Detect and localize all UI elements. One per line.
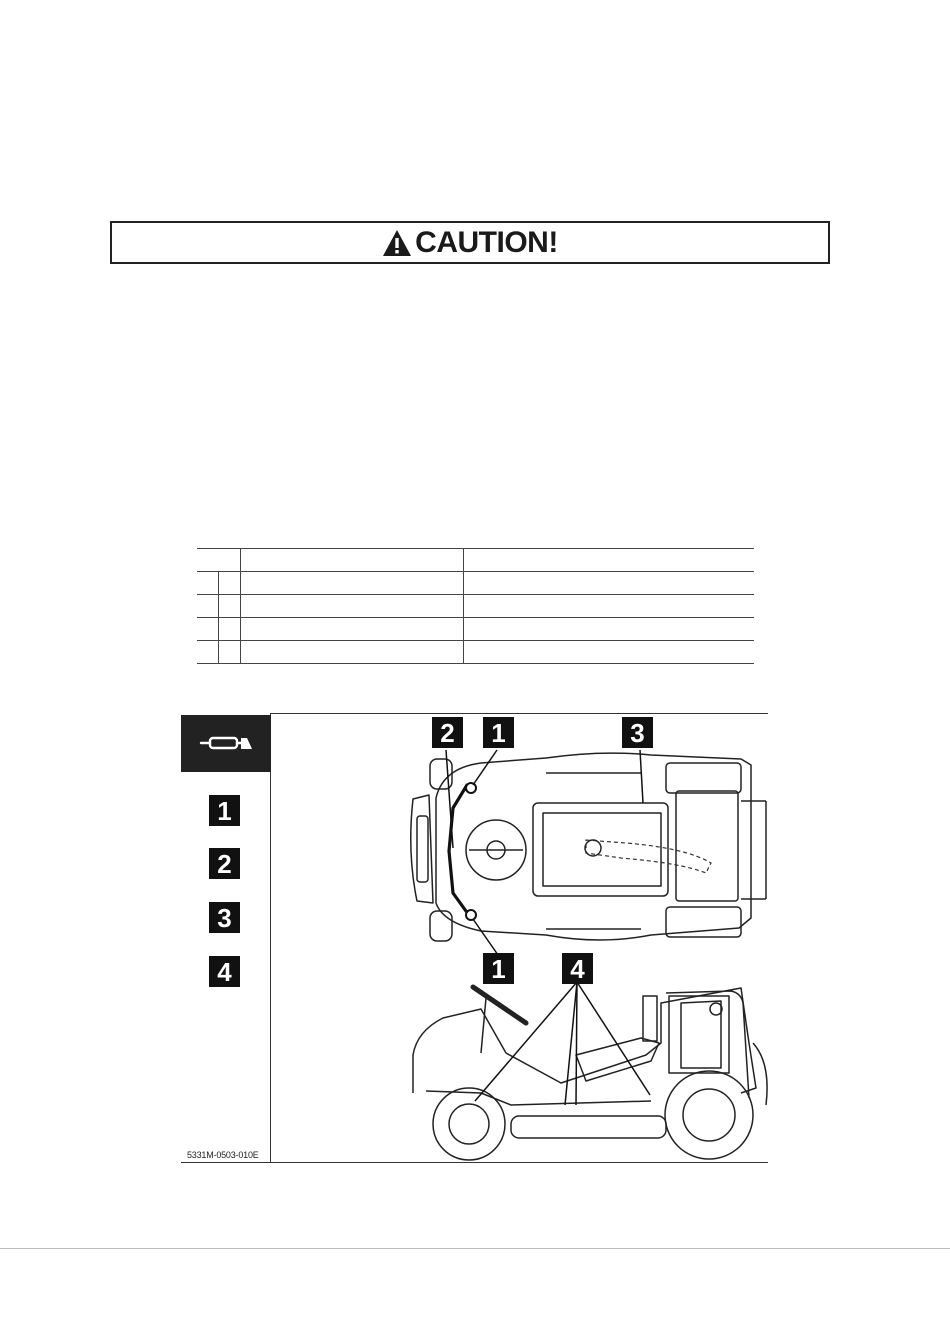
warning-triangle-icon [382,229,412,257]
table-header-cell [241,549,464,572]
figure-code: 5331M-0503-010E [187,1150,259,1160]
table-cell [241,618,464,641]
table-header-row [197,549,754,572]
table-cell [464,595,754,618]
table-row [197,572,754,595]
table-row [197,595,754,618]
table-row [197,641,754,664]
table-header-cell [464,549,754,572]
lubrication-table [197,548,754,664]
caution-title: CAUTION! [415,225,558,259]
table-cell [241,572,464,595]
callout-badge: 1 [483,717,514,748]
table-cell [197,595,219,618]
table-cell [464,572,754,595]
table-cell [464,618,754,641]
legend-badge: 4 [209,956,240,987]
table-cell [219,618,241,641]
table-cell [241,641,464,664]
lubrication-figure [181,713,768,1164]
table-cell [219,572,241,595]
callout-badge: 3 [622,717,653,748]
legend-badge: 3 [209,902,240,933]
table-header-cell [197,549,241,572]
legend-badge: 2 [209,848,240,879]
mower-side-view-drawing [181,713,768,1164]
table-cell [197,641,219,664]
table-cell [241,595,464,618]
table-cell [197,618,219,641]
table-row [197,618,754,641]
callout-badge: 4 [562,953,593,984]
table-cell [464,641,754,664]
page-footer-rule [0,1248,950,1249]
caution-banner [110,221,830,264]
callout-badge: 2 [432,717,463,748]
table-cell [219,641,241,664]
table-cell [197,572,219,595]
callout-badge: 1 [483,953,514,984]
table-cell [219,595,241,618]
legend-badge: 1 [209,795,240,826]
